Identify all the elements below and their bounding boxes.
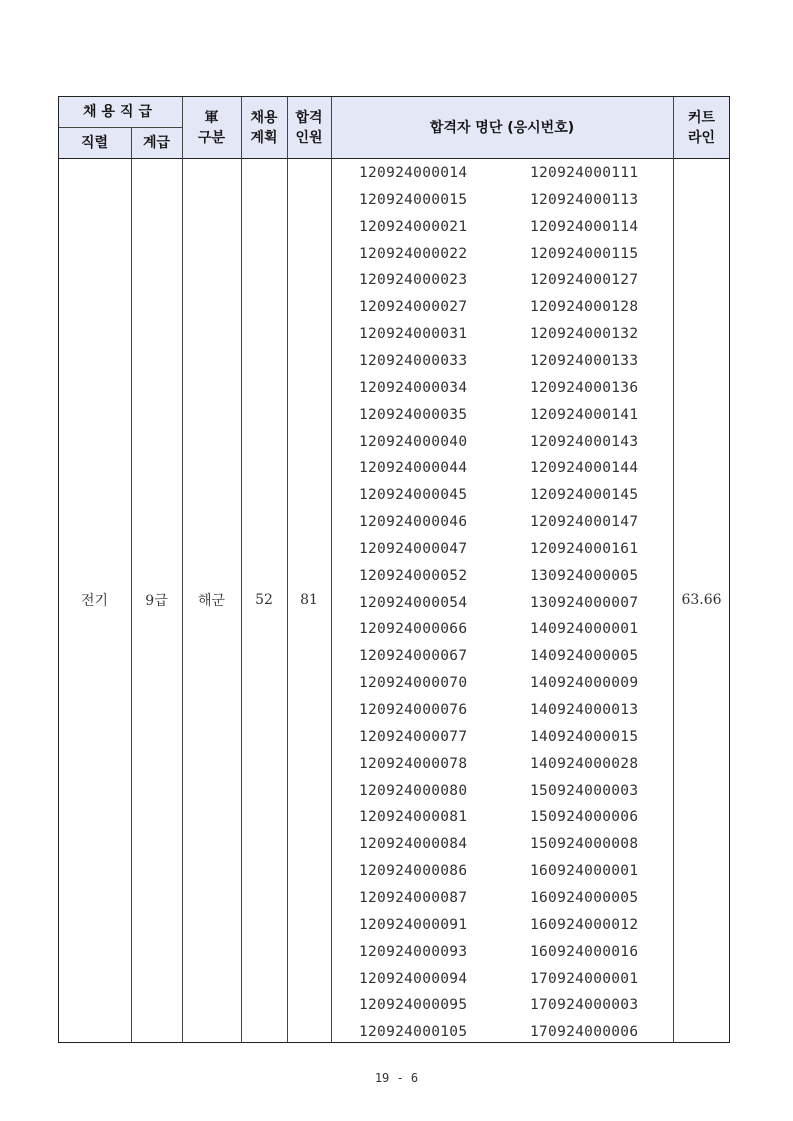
page-number: 19 - 6 bbox=[374, 1071, 419, 1085]
header-position-label: 직렬 bbox=[80, 134, 109, 151]
applicant-number-right: 160924000005 bbox=[530, 889, 639, 906]
cell-plan-value: 52 bbox=[255, 592, 273, 608]
applicant-number-left: 120924000027 bbox=[359, 299, 468, 316]
applicant-number-right: 120924000147 bbox=[530, 514, 639, 531]
header-military-line1: 軍 bbox=[204, 109, 219, 126]
applicant-number-right: 120924000133 bbox=[530, 352, 639, 369]
cell-military bbox=[182, 158, 241, 1042]
header-passed-line2: 인원 bbox=[295, 129, 323, 146]
cell-position-value: 전기 bbox=[80, 593, 109, 609]
applicant-number-left: 120924000052 bbox=[359, 567, 468, 584]
applicant-number-left: 120924000087 bbox=[359, 889, 468, 906]
applicant-number-right: 140924000005 bbox=[530, 648, 639, 665]
applicant-number-right: 170924000001 bbox=[530, 970, 639, 987]
header-subdivider bbox=[58, 127, 182, 128]
header-cutline-line1: 커트 bbox=[687, 109, 716, 126]
applicant-number-left: 120924000078 bbox=[359, 755, 468, 772]
applicant-number-left: 120924000045 bbox=[359, 487, 468, 504]
applicant-number-left: 120924000105 bbox=[359, 1024, 468, 1041]
applicant-number-left: 120924000031 bbox=[359, 326, 468, 343]
applicant-number-left: 120924000086 bbox=[359, 863, 468, 880]
applicant-number-right: 120924000143 bbox=[530, 433, 639, 450]
cell-grade bbox=[131, 158, 182, 1042]
applicant-number-list bbox=[331, 159, 673, 1042]
cell-passed-value: 81 bbox=[300, 592, 318, 608]
header-position bbox=[58, 127, 131, 158]
applicant-number-left: 120924000040 bbox=[359, 433, 468, 450]
header-passed bbox=[287, 97, 331, 158]
applicant-number-right: 140924000001 bbox=[530, 621, 639, 638]
applicant-number-right: 120924000145 bbox=[530, 487, 639, 504]
header-cutline bbox=[673, 97, 730, 158]
applicant-number-left: 120924000022 bbox=[359, 245, 468, 262]
applicant-number-right: 120924000111 bbox=[530, 165, 639, 181]
applicant-number-left: 120924000015 bbox=[359, 191, 468, 208]
applicant-number-right: 170924000006 bbox=[530, 1024, 639, 1041]
applicant-number-right: 130924000007 bbox=[530, 594, 639, 611]
applicant-number-left: 120924000091 bbox=[359, 916, 468, 933]
applicant-number-right: 170924000003 bbox=[530, 997, 639, 1014]
header-recruit-grade bbox=[58, 97, 182, 127]
applicant-number-right: 160924000001 bbox=[530, 863, 639, 880]
applicant-number-left: 120924000035 bbox=[359, 406, 468, 423]
applicant-number-left: 120924000066 bbox=[359, 621, 468, 638]
applicant-number-right: 140924000015 bbox=[530, 728, 639, 745]
applicant-number-right: 150924000003 bbox=[530, 782, 639, 799]
applicant-number-left: 120924000076 bbox=[359, 702, 468, 718]
cell-cutline-value: 63.66 bbox=[681, 592, 722, 608]
applicant-number-right: 120924000141 bbox=[530, 406, 639, 423]
applicant-number-left: 120924000054 bbox=[359, 594, 468, 611]
applicant-number-right: 120924000127 bbox=[530, 272, 639, 289]
header-plan-line2: 계획 bbox=[250, 129, 278, 146]
header-military-line2: 구분 bbox=[197, 129, 226, 146]
applicant-number-right: 120924000114 bbox=[530, 218, 639, 235]
applicant-number-left: 120924000070 bbox=[359, 675, 468, 692]
applicant-number-left: 120924000077 bbox=[359, 728, 468, 745]
header-military bbox=[182, 97, 241, 158]
applicant-number-left: 120924000023 bbox=[359, 272, 468, 289]
applicant-number-left: 120924000093 bbox=[359, 943, 468, 960]
applicant-number-left: 120924000033 bbox=[359, 352, 468, 369]
header-recruit-grade-label: 채용직급 bbox=[82, 104, 158, 120]
cell-cutline bbox=[673, 158, 730, 1042]
results-table bbox=[58, 96, 730, 1043]
applicant-number-left: 120924000095 bbox=[359, 997, 468, 1014]
applicant-number-right: 160924000012 bbox=[530, 916, 639, 933]
applicant-number-right: 140924000009 bbox=[530, 675, 639, 692]
applicant-number-left: 120924000067 bbox=[359, 648, 468, 665]
applicant-number-left: 120924000080 bbox=[359, 782, 468, 799]
cell-plan bbox=[241, 158, 287, 1042]
applicant-number-right: 120924000144 bbox=[530, 460, 639, 477]
applicant-number-right: 130924000005 bbox=[530, 567, 639, 584]
header-grade bbox=[131, 127, 182, 158]
applicant-number-right: 150924000006 bbox=[530, 809, 639, 826]
cell-military-value: 해군 bbox=[197, 593, 226, 609]
applicant-number-right: 120924000132 bbox=[530, 326, 639, 343]
applicant-number-right: 160924000016 bbox=[530, 943, 639, 960]
applicant-number-right: 120924000136 bbox=[530, 379, 639, 396]
applicant-number-left: 120924000084 bbox=[359, 836, 468, 853]
header-passed-line1: 합격 bbox=[295, 109, 323, 126]
header-cutline-line2: 라인 bbox=[687, 129, 716, 146]
applicant-number-left: 120924000046 bbox=[359, 514, 468, 531]
applicant-number-left: 120924000094 bbox=[359, 970, 468, 987]
header-plan-line1: 채용 bbox=[250, 109, 278, 126]
header-list-label: 합격자 명단 (응시번호) bbox=[429, 119, 575, 136]
applicant-number-left: 120924000014 bbox=[359, 165, 468, 181]
applicant-number-right: 150924000008 bbox=[530, 836, 639, 853]
header-plan bbox=[241, 97, 287, 158]
header-grade-label: 계급 bbox=[142, 134, 171, 151]
applicant-number-right: 120924000113 bbox=[530, 191, 639, 208]
applicant-number-right: 120924000115 bbox=[530, 245, 639, 262]
applicant-number-left: 120924000047 bbox=[359, 540, 468, 557]
applicant-number-right: 120924000128 bbox=[530, 299, 639, 316]
applicant-number-left: 120924000034 bbox=[359, 379, 468, 396]
cell-passed bbox=[287, 158, 331, 1042]
applicant-number-right: 140924000013 bbox=[530, 702, 639, 718]
applicant-number-left: 120924000021 bbox=[359, 218, 468, 235]
applicant-number-right: 140924000028 bbox=[530, 755, 639, 772]
applicant-number-left: 120924000081 bbox=[359, 809, 468, 826]
cell-position bbox=[58, 158, 131, 1042]
applicant-number-left: 120924000044 bbox=[359, 460, 468, 477]
cell-grade-value: 9급 bbox=[145, 593, 168, 609]
applicant-number-right: 120924000161 bbox=[530, 540, 639, 557]
header-list bbox=[331, 97, 673, 158]
